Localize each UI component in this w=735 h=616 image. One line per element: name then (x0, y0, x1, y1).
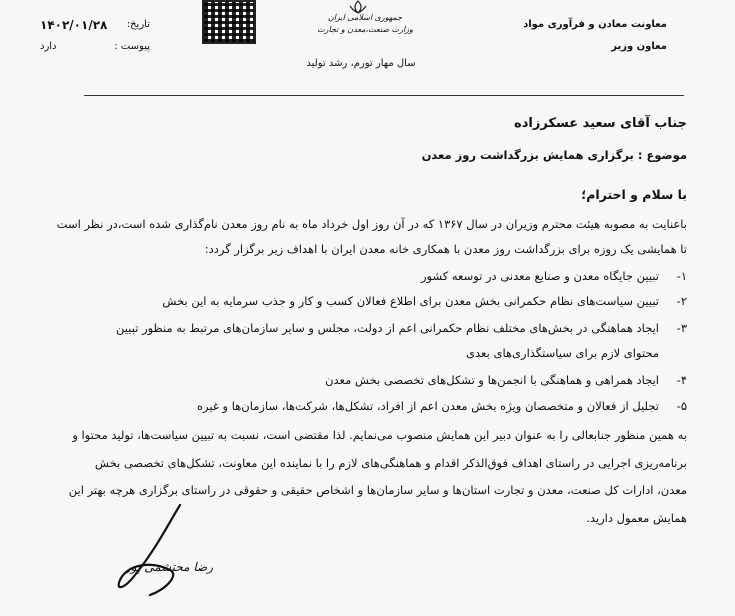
list-number: ۴- (676, 373, 687, 387)
list-item (27, 290, 687, 313)
list-item (27, 395, 687, 418)
header-divider (84, 95, 684, 96)
list-number: ۳- (676, 321, 687, 335)
qr-code-icon (202, 0, 256, 44)
list-text: ایجاد همراهی و هماهنگی با انجمن‌ها و تشکل‌های تخصصی بخش معدن (325, 373, 659, 387)
closing-line: همایش معمول دارید. (586, 511, 687, 525)
list-text: تجلیل از فعالان و متخصصان ویژه بخش معدن اعم از افراد، تشکل‌ها، شرکت‌ها، سازمان‌ها و غیره (197, 399, 659, 413)
intro-line: باعنایت به مصوبه هیئت محترم وزیران در سال ۱۳۶۷ که در آن روز اول خرداد ماه به نام روز معدن نام‌گذاری شده است،در نظر است (56, 217, 687, 231)
signer-name: رضا محتشمی پور (125, 560, 214, 574)
list-text: تبیین سیاست‌های نظام حکمرانی بخش معدن برای اطلاع فعالان کسب و کار و جذب سرمایه به این بخش (162, 294, 659, 308)
deputy-title: معاونت معادن و فرآوری مواد (523, 19, 667, 30)
deputy-subtitle: معاون وزیر (611, 41, 667, 52)
greeting: با سلام و احترام؛ (581, 187, 687, 202)
list-item-continued (27, 342, 687, 365)
deputy-header (523, 14, 667, 58)
list-text: تبیین جایگاه معدن و صنایع معدنی در توسعه کشور (420, 269, 659, 283)
list-item (27, 369, 687, 392)
closing-line: به همین منظور جنابعالی را به عنوان دبیر این همایش منصوب می‌نمایم. لذا مقتضی است، نسبت به تبیین سیاست‌ها، تولید محتوا و (72, 428, 687, 442)
list-item (27, 317, 687, 340)
list-number: ۱- (676, 269, 687, 283)
ministry-block (300, 12, 430, 36)
ministry-name: وزارت صنعت،معدن و تجارت (317, 25, 413, 34)
list-item (27, 265, 687, 288)
recipient: جناب آقای سعید عسکرزاده (514, 116, 687, 131)
signature-icon (95, 500, 205, 610)
closing-line: برنامه‌ریزی اجرایی در راستای اهداف فوق‌الذکر اقدام و هماهنگی‌های لازم را با نماینده این معاونت، تشکل‌های تخصصی بخش (94, 456, 687, 470)
subject: موضوع : برگزاری همایش بزرگداشت روز معدن (421, 148, 687, 162)
letter-meta (40, 0, 150, 58)
attachment-label: پیوست : (114, 41, 150, 52)
date-label: تاریخ: (126, 19, 150, 30)
intro-line: تا همایشی یک روزه برای بزرگداشت روز معدن با همکاری خانه معدن ایران با اهداف زیر برگزار گردد: (204, 242, 687, 256)
list-text: ایجاد هماهنگی در بخش‌های مختلف نظام حکمرانی اعم از دولت، مجلس و سایر سازمان‌های مرتبط به منظور تبیین (116, 321, 659, 335)
country-name: جمهوری اسلامی ایران (327, 13, 403, 22)
year-slogan: سال مهار تورم، رشد تولید (306, 58, 416, 69)
closing-line: معدن، ادارات کل صنعت، معدن و تجارت استان‌ها و سایر سازمان‌ها و اشخاص حقیقی و حقوقی در راستای برگزاری هرچه بهتر این (68, 483, 687, 497)
list-number: ۲- (676, 294, 687, 308)
attachment-value: دارد (40, 41, 57, 52)
list-number: ۵- (676, 399, 687, 413)
list-text: محتوای لازم برای سیاستگذاری‌های بعدی (466, 346, 659, 360)
date-value: ۱۴۰۲/۰۱/۲۸ (40, 18, 108, 32)
